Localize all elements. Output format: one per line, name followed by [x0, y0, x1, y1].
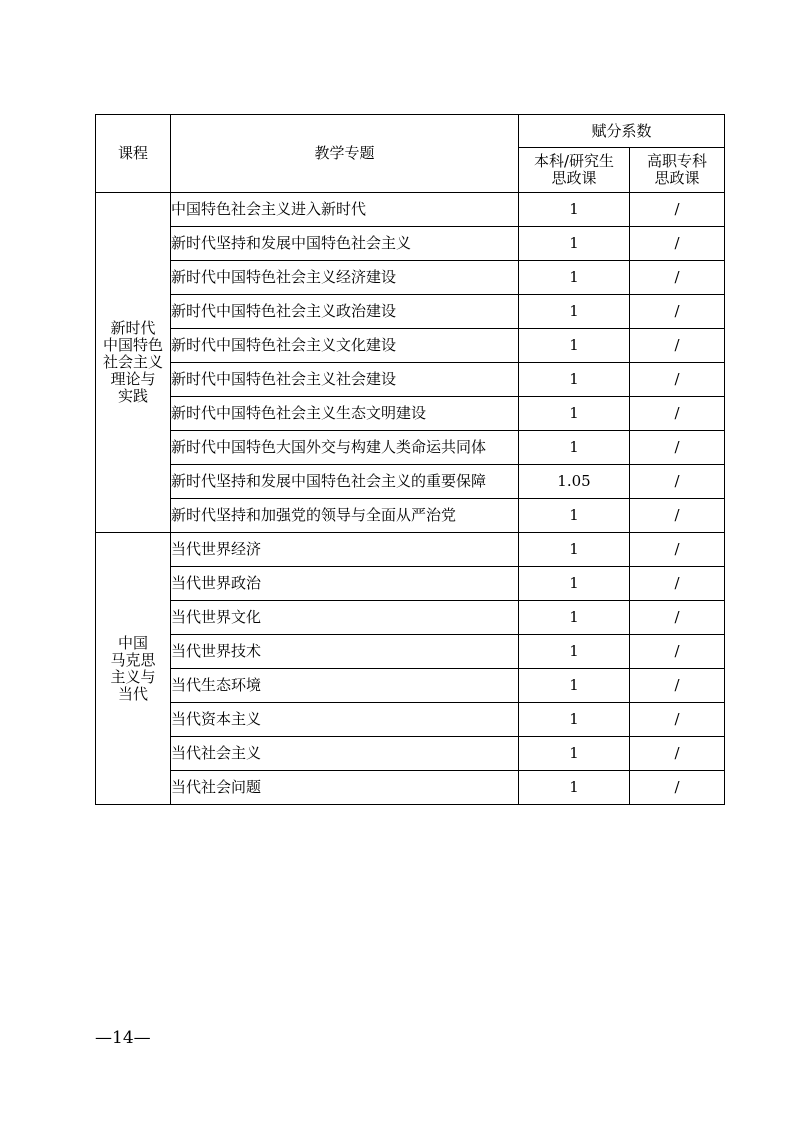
vocational-coefficient-cell: / — [630, 295, 725, 329]
undergrad-coefficient-cell: 1 — [519, 295, 630, 329]
undergrad-coefficient-cell: 1 — [519, 669, 630, 703]
undergrad-coefficient-cell: 1 — [519, 703, 630, 737]
undergrad-coefficient-cell: 1 — [519, 193, 630, 227]
topic-cell: 当代资本主义 — [171, 703, 519, 737]
vocational-coefficient-cell: / — [630, 499, 725, 533]
table-row — [96, 669, 725, 703]
undergrad-coefficient-cell: 1 — [519, 737, 630, 771]
vocational-coefficient-cell: / — [630, 635, 725, 669]
topic-cell: 当代社会主义 — [171, 737, 519, 771]
table-row — [96, 737, 725, 771]
course-name-line: 马克思 — [110, 650, 156, 669]
course-name-cell — [96, 193, 171, 533]
course-name-cell — [96, 533, 171, 805]
topic-cell: 新时代坚持和加强党的领导与全面从严治党 — [171, 499, 519, 533]
table-row — [96, 431, 725, 465]
header-vocational-line: 高职专科 — [647, 152, 708, 170]
topic-cell: 新时代中国特色社会主义生态文明建设 — [171, 397, 519, 431]
vocational-coefficient-cell: / — [630, 227, 725, 261]
vocational-coefficient-cell: / — [630, 771, 725, 805]
topic-cell: 新时代坚持和发展中国特色社会主义的重要保障 — [171, 465, 519, 499]
topic-cell: 新时代中国特色社会主义社会建设 — [171, 363, 519, 397]
topic-cell: 当代社会问题 — [171, 771, 519, 805]
header-undergrad — [519, 148, 630, 193]
vocational-coefficient-cell: / — [630, 363, 725, 397]
page-number: —14— — [95, 1028, 151, 1048]
header-undergrad-line: 思政课 — [551, 169, 597, 187]
header-course: 课程 — [96, 115, 171, 193]
table-row — [96, 533, 725, 567]
table-body — [96, 193, 725, 805]
undergrad-coefficient-cell: 1 — [519, 431, 630, 465]
undergrad-coefficient-cell: 1 — [519, 499, 630, 533]
topic-cell: 当代生态环境 — [171, 669, 519, 703]
table-row — [96, 295, 725, 329]
table-row — [96, 363, 725, 397]
vocational-coefficient-cell: / — [630, 737, 725, 771]
course-name-line: 社会主义 — [102, 353, 163, 371]
topic-cell: 新时代中国特色大国外交与构建人类命运共同体 — [171, 431, 519, 465]
header-undergrad-line: 本科/研究生 — [533, 152, 615, 170]
undergrad-coefficient-cell: 1 — [519, 533, 630, 567]
vocational-coefficient-cell: / — [630, 431, 725, 465]
course-name-line: 理论与 — [110, 370, 156, 388]
header-coefficient-group: 赋分系数 — [519, 115, 725, 148]
table-row — [96, 227, 725, 261]
undergrad-coefficient-cell: 1 — [519, 363, 630, 397]
table-row — [96, 601, 725, 635]
topic-cell: 新时代中国特色社会主义政治建设 — [171, 295, 519, 329]
course-name-line: 当代 — [117, 684, 148, 703]
topic-cell: 当代世界政治 — [171, 567, 519, 601]
table-row — [96, 703, 725, 737]
table-row — [96, 635, 725, 669]
table-row — [96, 567, 725, 601]
undergrad-coefficient-cell: 1 — [519, 329, 630, 363]
undergrad-coefficient-cell: 1 — [519, 397, 630, 431]
undergrad-coefficient-cell: 1 — [519, 227, 630, 261]
topic-cell: 新时代坚持和发展中国特色社会主义 — [171, 227, 519, 261]
topic-cell: 当代世界文化 — [171, 601, 519, 635]
topic-cell: 中国特色社会主义进入新时代 — [171, 193, 519, 227]
undergrad-coefficient-cell: 1 — [519, 771, 630, 805]
undergrad-coefficient-cell: 1 — [519, 635, 630, 669]
table-row — [96, 261, 725, 295]
course-name-line: 中国特色 — [102, 336, 163, 354]
table-row — [96, 329, 725, 363]
vocational-coefficient-cell: / — [630, 261, 725, 295]
vocational-coefficient-cell: / — [630, 397, 725, 431]
undergrad-coefficient-cell: 1 — [519, 261, 630, 295]
table-row — [96, 499, 725, 533]
vocational-coefficient-cell: / — [630, 329, 725, 363]
header-vocational — [630, 148, 725, 193]
undergrad-coefficient-cell: 1 — [519, 601, 630, 635]
course-name-line: 主义与 — [110, 667, 156, 686]
header-topic: 教学专题 — [171, 115, 519, 193]
vocational-coefficient-cell: / — [630, 703, 725, 737]
table-row — [96, 465, 725, 499]
table-row — [96, 193, 725, 227]
header-vocational-line: 思政课 — [654, 169, 700, 187]
vocational-coefficient-cell: / — [630, 669, 725, 703]
topic-cell: 新时代中国特色社会主义文化建设 — [171, 329, 519, 363]
vocational-coefficient-cell: / — [630, 567, 725, 601]
table-row — [96, 397, 725, 431]
topic-cell: 当代世界技术 — [171, 635, 519, 669]
course-name-line: 实践 — [117, 387, 148, 405]
topic-cell: 新时代中国特色社会主义经济建设 — [171, 261, 519, 295]
vocational-coefficient-cell: / — [630, 601, 725, 635]
undergrad-coefficient-cell: 1 — [519, 567, 630, 601]
course-name-line: 新时代 — [110, 319, 156, 337]
coefficient-table — [95, 114, 725, 805]
vocational-coefficient-cell: / — [630, 533, 725, 567]
undergrad-coefficient-cell: 1.05 — [519, 465, 630, 499]
vocational-coefficient-cell: / — [630, 193, 725, 227]
table-row — [96, 771, 725, 805]
course-name-line: 中国 — [117, 633, 148, 652]
topic-cell: 当代世界经济 — [171, 533, 519, 567]
vocational-coefficient-cell: / — [630, 465, 725, 499]
